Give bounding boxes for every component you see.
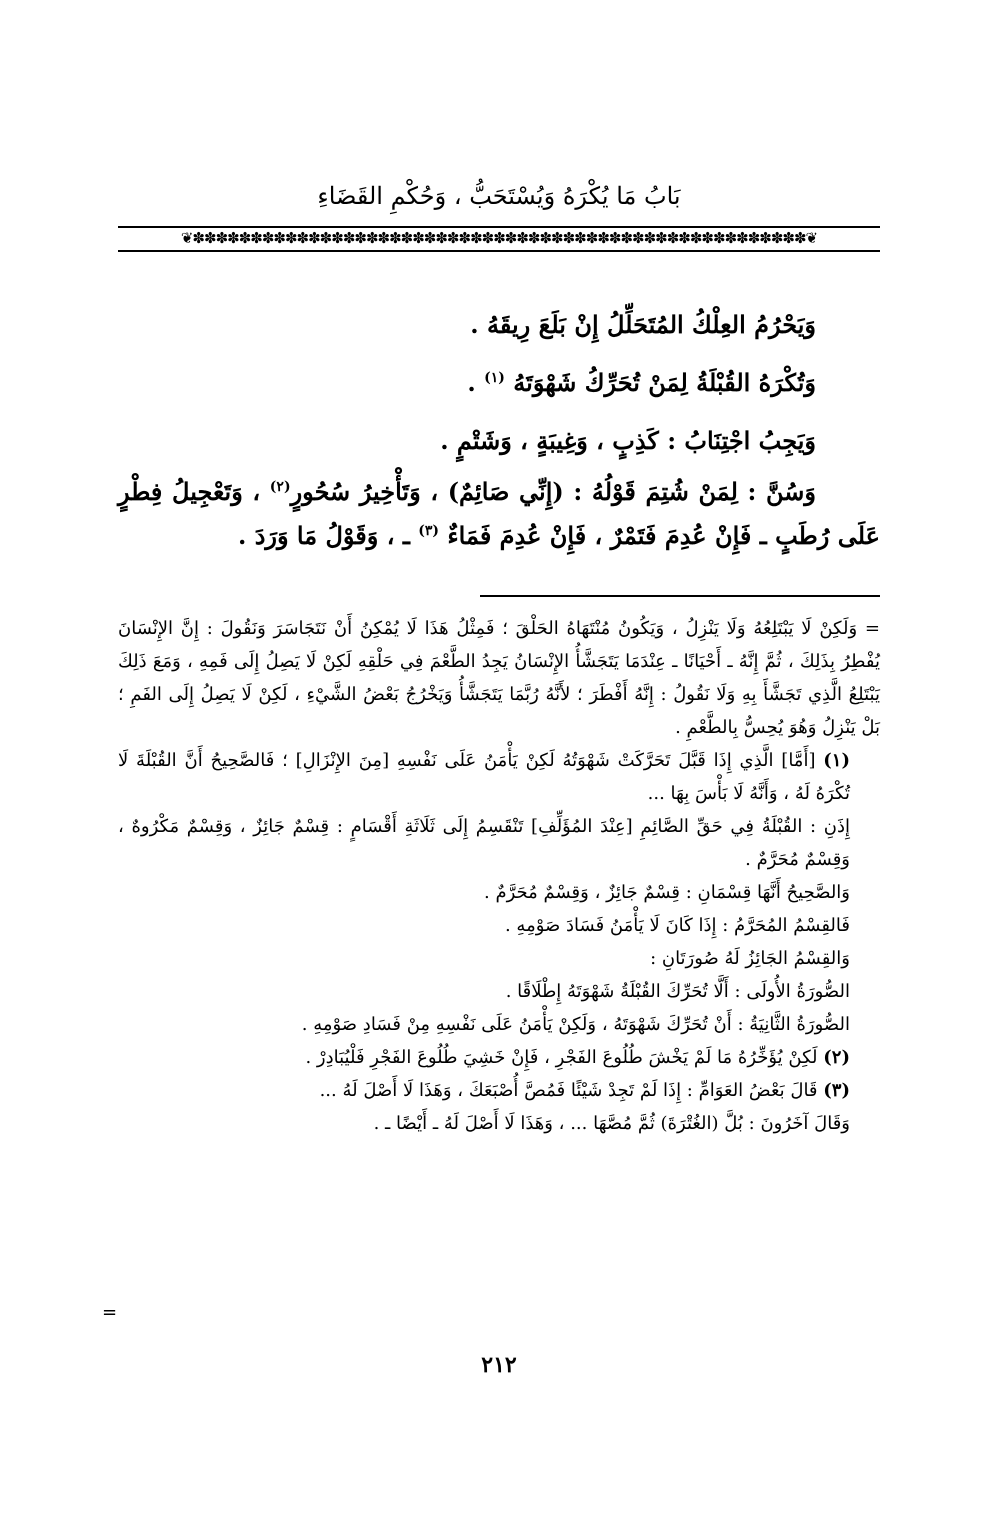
footnote-ref-3: (٣): [418, 523, 439, 539]
footnote-2-number: (٢): [823, 1047, 850, 1068]
footnote-1-para-d: فَالقِسْمُ المُحَرَّمُ : إِذَا كَانَ لَا يَأْمَنُ فَسَادَ صَوْمِهِ .: [504, 915, 850, 936]
main-text: [118, 296, 880, 558]
footnote-1: [118, 744, 880, 810]
main-paragraph-1: وَيَحْرُمُ العِلْكُ المُتَحَلِّلُ إِنْ بَلَعَ رِيقَهُ .: [470, 310, 816, 339]
page-number: ٢١٢: [481, 1352, 517, 1378]
footnote-2-text: لَكِنْ يُؤَخِّرُهُ مَا لَمْ يَخْشَ طُلُوعَ الفَجْرِ ، فَإِنْ خَشِيَ طُلُوعَ الفَجْرِ فَلْيُبَادِرْ .: [305, 1047, 824, 1068]
main-paragraph-2-text: وَتُكْرَهُ القُبْلَةُ لِمَنْ تُحَرِّكُ شَهْوَتَهُ: [513, 368, 816, 397]
footnote-3-number: (٣): [823, 1080, 850, 1101]
main-paragraph-4-b: ، وَتَعْجِيلُ فِطْرٍ عَلَى رُطَبٍ ـ فَإِنْ عُدِمَ فَتَمْرٌ ، فَإِنْ عُدِمَ فَمَاءٌ: [118, 477, 880, 550]
footnote-divider: [480, 595, 880, 597]
ornament-bottom-rule: [118, 250, 880, 252]
footnote-1-para-c: وَالصَّحِيحُ أَنَّهَا قِسْمَانِ : قِسْمٌ جَائِزٌ ، وَقِسْمٌ مُحَرَّمٌ .: [484, 882, 850, 903]
footnotes: [118, 612, 880, 1140]
footnote-1-para-f: الصُّورَةُ الأُولَى : أَلَّا تُحَرِّكَ القُبْلَةُ شَهْوَتَهُ إِطْلَاقًا .: [505, 981, 850, 1002]
main-paragraph-4-a: وَسُنَّ : لِمَنْ شُتِمَ قَوْلُهُ : (إِنِّي صَائِمٌ) ، وَتَأْخِيرُ سُحُورٍ: [290, 477, 817, 506]
footnote-1-para-b: إِذَنِ : القُبْلَةُ فِي حَقِّ الصَّائِمِ [عِنْدَ المُؤَلِّفِ] تَنْقَسِمُ إِلَى ثَلَاثَةِ أَقْسَامٍ : قِسْمٌ جَائِزٌ ، وَقِسْمٌ مَكْرُوهٌ ، وَقِسْمٌ مُحَرَّمٌ .: [118, 816, 850, 870]
main-paragraph-4: [118, 470, 880, 558]
footnote-2: [118, 1041, 880, 1074]
main-paragraph-2-end: .: [467, 368, 485, 397]
chapter-title: بَابُ مَا يُكْرَهُ وَيُسْتَحَبُّ ، وَحُكْمِ القَضَاءِ: [317, 182, 681, 210]
main-paragraph-3: وَيَجِبُ اجْتِنَابُ : كَذِبٍ ، وَغِيبَةٍ ، وَشَتْمٍ .: [440, 426, 816, 455]
footnote-1-para-g: الصُّورَةُ الثَّانِيَةُ : أَنْ تُحَرِّكَ شَهْوَتَهُ ، وَلَكِنْ يَأْمَنُ عَلَى نَفْسِهِ مِنْ فَسَادِ صَوْمِهِ .: [301, 1014, 850, 1035]
footnote-3-text: قَالَ بَعْضُ العَوَامِّ : إِذَا لَمْ تَجِدْ شَيْئًا فَمُصَّ أُصْبَعَكَ ، وَهَذَا لَا أَصْلَ لَهُ ...: [319, 1080, 824, 1101]
footnote-ref-1: (١): [484, 370, 505, 386]
footnote-1-text: [أَمَّا] الَّذِي إِذَا قَبَّلَ تَحَرَّكَتْ شَهْوَتُهُ لَكِنْ يَأْمَنُ عَلَى نَفْسِهِ [مِنَ الإِنْزَالِ] ؛ فَالصَّحِيحُ أَنَّ القُبْلَةَ لَا تُكْرَهُ لَهُ ، وَأَنَّهُ لَا بَأْسَ بِهَا ...: [118, 750, 850, 804]
book-page: [118, 0, 880, 1518]
footnote-ref-2: (٢): [269, 479, 291, 495]
footnote-3: [118, 1074, 880, 1107]
footnote-1-number: (١): [823, 750, 850, 771]
ornamental-border: ❦✽✽✽✽✽✽✽✽✽✽✽✽✽✽✽✽✽✽✽✽✽✽✽✽✽✽✽✽✽✽✽✽✽✽✽✽✽✽✽✽✽✽✽✽✽✽✽✽✽✽✽✽✽❦: [180, 229, 818, 247]
footnote-3-para-b: وَقَالَ آخَرُونَ : بُلَّ (الغُتْرَةَ) ثُمَّ مُصَّهَا ... ، وَهَذَا لَا أَصْلَ لَهُ ـ أَيْضًا ـ .: [373, 1113, 850, 1134]
main-paragraph-4-c: ـ ، وَقَوْلُ مَا وَرَدَ .: [238, 521, 419, 550]
main-paragraph-2: [118, 354, 880, 412]
footnote-continuation: = وَلَكِنْ لَا يَبْتَلِعُهُ وَلَا يَنْزِلُ ، وَيَكُونُ مُنْتَهَاهُ الحَلْقَ ؛ فَمِثْلُ هَذَا لَا يُمْكِنُ أَنْ نَتَجَاسَرَ وَنَقُولَ : إِنَّ الإِنْسَانَ يُفْطِرُ بِذَلِكَ ، ثُمَّ إِنَّهُ ـ أَحْيَانًا ـ عِنْدَمَا يَتَجَشَّأُ الإِنْسَانُ يَجِدُ الطَّعْمَ فِي حَلْقِهِ لَكِنْ لَا يَصِلُ إِلَى فَمِهِ ، وَمَعَ ذَلِكَ يَبْتَلِعُ الَّذِي تَجَشَّأَ بِهِ وَلَا نَقُولُ : إِنَّهُ أَفْطَرَ ؛ لأَنَّهُ رُبَّمَا يَتَجَشَّأُ وَيَخْرُجُ بَعْضُ الشَّيْءِ ، لَكِنْ لَا يَصِلُ إِلَى الفَمِ ؛ بَلْ يَنْزِلُ وَهُوَ يُحِسُّ بِالطَّعْمِ .: [118, 618, 880, 738]
footnote-1-para-e: وَالقِسْمُ الجَائِزُ لَهُ صُورَتَانِ :: [650, 948, 850, 969]
continuation-mark: =: [102, 1302, 118, 1323]
